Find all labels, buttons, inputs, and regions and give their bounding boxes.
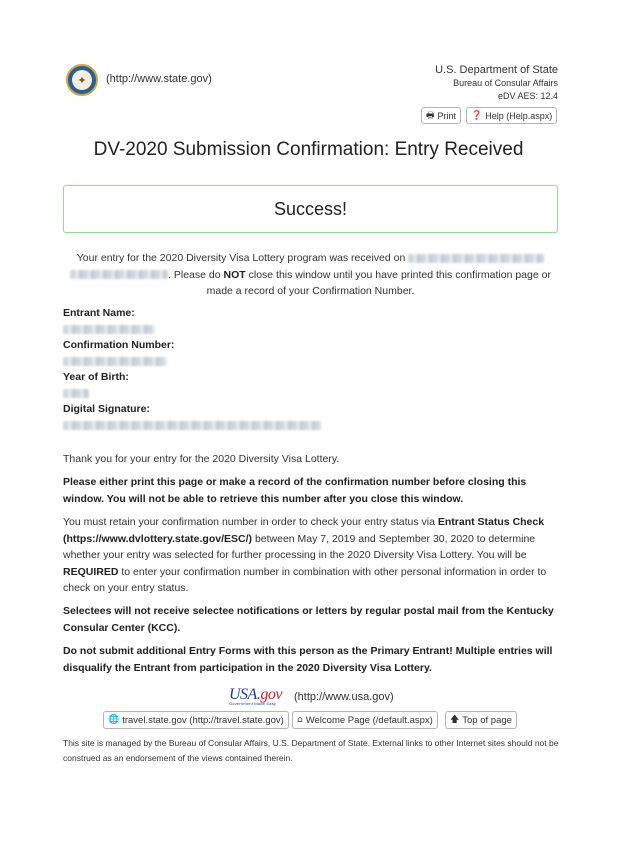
required-text: REQUIRED: [63, 565, 119, 578]
redacted-date: [408, 254, 544, 263]
department-block: [435, 64, 558, 103]
state-seal-logo[interactable]: [66, 64, 98, 96]
state-gov-link[interactable]: (http://www.state.gov): [106, 73, 212, 85]
usa-gov-logo[interactable]: [229, 686, 282, 706]
version-label: eDV AES: 12.4: [497, 91, 558, 101]
success-text: Success!: [273, 198, 348, 219]
intro-not: NOT: [223, 268, 246, 281]
printer-icon: 🖶: [426, 110, 435, 121]
entrant-name-label: Entrant Name:: [63, 307, 135, 319]
selectees-notice: Selectees will not receive selectee notifications or letters by regular postal mail from the Kentucky Consular Center (KCC).: [63, 605, 554, 634]
top-button-label: Top of page: [462, 714, 512, 726]
arrow-up-icon: 🡅: [450, 715, 460, 725]
travel-button-label: travel.state.gov (http://travel.state.gov): [122, 714, 284, 726]
department-name: U.S. Department of State: [435, 64, 558, 76]
entrant-status-check-link[interactable]: Entrant Status Check (https://www.dvlottery.state.gov/ESC/): [63, 516, 545, 545]
entrant-name-value: [63, 325, 155, 334]
no-additional-entries-warning: Do not submit additional Entry Forms with this person as the Primary Entrant! Multiple entries will disqualify the Entrant from participation in the 2020 Diversity Visa Lottery.: [63, 645, 553, 674]
welcome-page-button[interactable]: [292, 711, 438, 729]
top-of-page-button[interactable]: [445, 711, 517, 729]
help-button[interactable]: [466, 107, 557, 124]
print-button[interactable]: [421, 107, 461, 124]
thanks-text: Thank you for your entry for the 2020 Diversity Visa Lottery.: [63, 453, 340, 465]
bureau-name: Bureau of Consular Affairs: [453, 78, 558, 88]
digital-signature-label: Digital Signature:: [63, 403, 150, 415]
globe-icon: 🌐: [108, 715, 120, 725]
site-disclaimer: This site is managed by the Bureau of Consular Affairs, U.S. Department of State. External links to other Internet sites should not be construed as an endorsement of the views contained therein.: [63, 738, 559, 763]
page-title: DV-2020 Submission Confirmation: Entry Received: [93, 139, 524, 160]
retain-text-a: You must retain your confirmation number in order to check your entry status via: [63, 516, 435, 528]
eagle-icon: ✦: [72, 70, 92, 90]
usa-gov-link[interactable]: (http://www.usa.gov): [294, 691, 394, 703]
welcome-button-label: Welcome Page (/default.aspx): [305, 714, 433, 726]
intro-text-2: . Please do: [168, 268, 221, 281]
retain-text-c: to enter your confirmation number in combination with other personal information in order to check on your entry status.: [63, 565, 547, 594]
intro-paragraph: [63, 250, 558, 300]
print-warning: Please either print this page or make a record of the confirmation number before closing this window. You will not be able to retrieve this number after you close this window.: [63, 476, 527, 505]
home-icon: ⌂: [297, 715, 303, 725]
digital-signature-value: [63, 421, 321, 430]
help-label: Help (Help.aspx): [485, 110, 553, 121]
question-icon: ❓: [471, 110, 483, 121]
travel-state-gov-button[interactable]: [103, 711, 289, 729]
retain-paragraph: [63, 514, 560, 597]
year-of-birth-value: [63, 389, 89, 398]
entry-details: [63, 305, 558, 433]
confirmation-number-value: [63, 357, 167, 366]
year-of-birth-label: Year of Birth:: [63, 371, 129, 383]
print-label: Print: [437, 110, 457, 121]
usa-logo-text: USA: [229, 686, 257, 703]
usa-logo-gov: .gov: [256, 686, 282, 703]
usa-logo-subtitle: Government Made Easy: [229, 701, 277, 706]
success-alert: [63, 185, 558, 233]
redacted-time: [70, 270, 168, 279]
intro-text-1: Your entry for the 2020 Diversity Visa Lottery program was received on: [76, 252, 406, 264]
confirmation-number-label: Confirmation Number:: [63, 339, 175, 351]
intro-text-3: close this window until you have printed this confirmation page or made a record of your Confirmation Number.: [206, 268, 551, 297]
retain-text-b: between May 7, 2019 and September 30, 2020 to determine whether your entry was selected for further processing in the 2020 Diversity Visa Lottery. You will be: [63, 532, 536, 561]
